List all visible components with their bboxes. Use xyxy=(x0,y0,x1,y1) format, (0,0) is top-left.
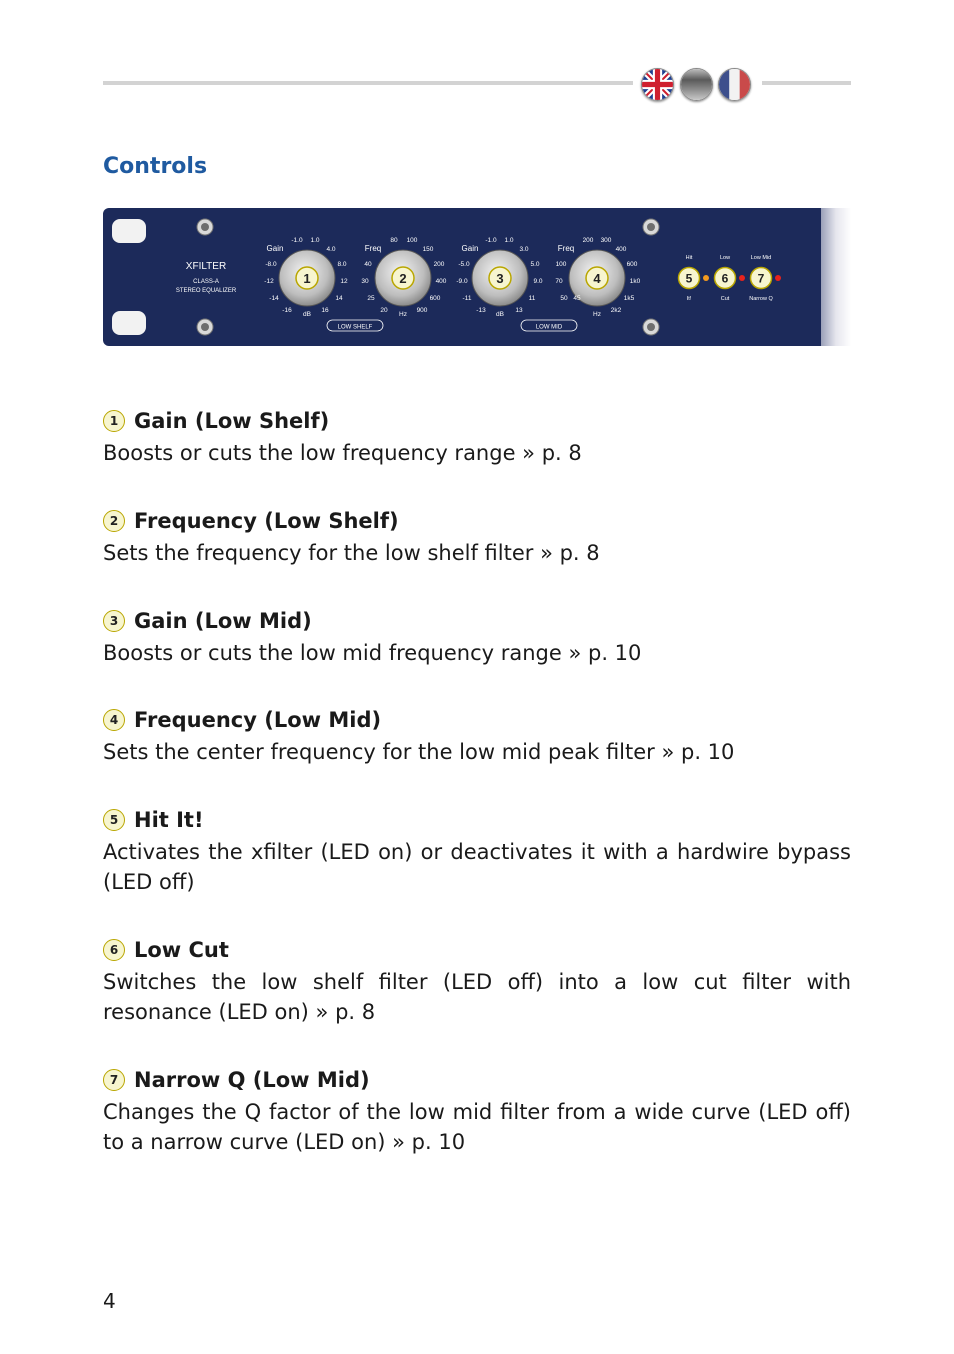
scale-label: 900 xyxy=(416,307,428,314)
scale-label: -1.0 xyxy=(485,237,497,244)
scale-label: -11 xyxy=(462,295,472,302)
item-title: Frequency (Low Mid) xyxy=(134,708,382,732)
device-brand: XFILTER xyxy=(185,261,227,272)
scale-label: 13 xyxy=(515,307,523,314)
scale-label: 1k0 xyxy=(629,278,641,285)
knob-number: 1 xyxy=(303,271,311,286)
switch-number: 7 xyxy=(757,271,765,286)
item-description: Sets the frequency for the low shelf filter » p. 8 xyxy=(103,541,600,565)
low-shelf-section-label: LOW SHELF xyxy=(337,324,373,331)
scale-label: 9.0 xyxy=(533,278,543,285)
item-number-badge: 6 xyxy=(103,939,125,961)
scale-label: 200 xyxy=(582,237,594,244)
scale-label: 3.0 xyxy=(519,246,529,253)
item-title: Narrow Q (Low Mid) xyxy=(134,1068,370,1092)
list-item xyxy=(103,406,851,468)
item-number-badge: 4 xyxy=(103,709,125,731)
knob-number: 4 xyxy=(593,271,601,286)
screw-icon xyxy=(643,319,659,335)
rack-slot-top xyxy=(112,219,146,243)
switch-bottom-label: Narrow Q xyxy=(749,296,773,302)
page-number: 4 xyxy=(103,1289,116,1313)
scale-label: 80 xyxy=(390,237,398,244)
device-subtitle-1: CLASS-A xyxy=(193,279,219,285)
scale-label: -9.0 xyxy=(456,278,468,285)
item-description: Sets the center frequency for the low mid peak filter » p. 10 xyxy=(103,740,735,764)
scale-label: -14 xyxy=(269,295,279,302)
scale-label: -8.0 xyxy=(265,261,277,268)
knob-label-freq: Freq xyxy=(364,244,382,253)
device-subtitle-2: STEREO EQUALIZER xyxy=(175,288,237,294)
scale-label: 40 xyxy=(364,261,372,268)
item-title: Gain (Low Shelf) xyxy=(134,409,330,433)
scale-label: 100 xyxy=(406,237,418,244)
hit-it-led xyxy=(703,275,709,281)
unit-label: dB xyxy=(303,311,311,318)
scale-label: 100 xyxy=(555,261,567,268)
de-flag-icon[interactable] xyxy=(680,68,713,101)
scale-label: 600 xyxy=(429,295,441,302)
scale-label: 600 xyxy=(626,261,638,268)
scale-label: 1.0 xyxy=(504,237,514,244)
scale-label: -12 xyxy=(264,278,274,285)
unit-label: Hz xyxy=(399,311,407,318)
scale-label: 4.0 xyxy=(326,246,336,253)
scale-label: -16 xyxy=(282,307,292,314)
header-rule-left xyxy=(103,81,633,85)
scale-label: 50 xyxy=(560,295,568,302)
scale-label: 8.0 xyxy=(337,261,347,268)
low-cut-led xyxy=(739,275,745,281)
page-title: Controls xyxy=(103,154,208,179)
item-number-badge: 7 xyxy=(103,1069,125,1091)
scale-label: 20 xyxy=(380,307,388,314)
scale-label: 300 xyxy=(600,237,612,244)
unit-label: dB xyxy=(496,311,504,318)
list-item xyxy=(103,705,851,767)
low-mid-section-label: LOW MID xyxy=(535,324,563,331)
panel-side-edge xyxy=(821,208,851,346)
switch-top-label: Hit xyxy=(685,255,693,261)
rack-slot-bottom xyxy=(112,311,146,335)
item-title: Gain (Low Mid) xyxy=(134,609,312,633)
knob-number: 3 xyxy=(496,271,504,286)
gain-low-shelf-knob[interactable] xyxy=(279,250,335,306)
device-front-panel xyxy=(103,208,851,346)
scale-label: 1k5 xyxy=(623,295,635,302)
scale-label: 400 xyxy=(615,246,627,253)
item-title: Low Cut xyxy=(134,938,229,962)
uk-flag-icon[interactable] xyxy=(641,68,674,101)
item-title: Frequency (Low Shelf) xyxy=(134,509,399,533)
item-description: Switches the low shelf filter (LED off) into a low cut filter with resonance (LED on) » p. 8 xyxy=(103,970,851,1024)
unit-label: Hz xyxy=(593,311,601,318)
item-number-badge: 3 xyxy=(103,610,125,632)
scale-label: 14 xyxy=(335,295,343,302)
switch-top-label: Low xyxy=(719,255,731,261)
scale-label: 150 xyxy=(422,246,434,253)
switch-number: 5 xyxy=(685,271,693,286)
fr-flag-icon[interactable] xyxy=(718,68,751,101)
scale-label: -5.0 xyxy=(458,261,470,268)
list-item xyxy=(103,606,851,668)
item-description: Boosts or cuts the low mid frequency range » p. 10 xyxy=(103,641,642,665)
item-description: Activates the xfilter (LED on) or deactivates it with a hardwire bypass (LED off) xyxy=(103,840,851,894)
list-item xyxy=(103,935,851,1027)
item-number-badge: 2 xyxy=(103,510,125,532)
scale-label: 2k2 xyxy=(610,307,622,314)
scale-label: 16 xyxy=(321,307,329,314)
scale-label: 5.0 xyxy=(530,261,540,268)
switch-bottom-label: It! xyxy=(686,296,692,302)
scale-label: 25 xyxy=(367,295,375,302)
scale-label: 30 xyxy=(361,278,369,285)
knob-label-freq: Freq xyxy=(557,244,575,253)
screw-icon xyxy=(197,319,213,335)
freq-low-shelf-knob[interactable] xyxy=(375,250,431,306)
narrow-q-led xyxy=(775,275,781,281)
knob-label-gain: Gain xyxy=(266,244,284,253)
knob-label-gain: Gain xyxy=(461,244,479,253)
low-cut-switch[interactable] xyxy=(715,268,736,289)
list-item xyxy=(103,805,851,897)
scale-label: -1.0 xyxy=(291,237,303,244)
scale-label: 70 xyxy=(555,278,563,285)
scale-label: 400 xyxy=(435,278,447,285)
screw-icon xyxy=(197,219,213,235)
item-description: Changes the Q factor of the low mid filter from a wide curve (LED off) to a narrow curve (LED on) » p. 10 xyxy=(103,1100,851,1154)
switch-top-label: Low Mid xyxy=(750,255,772,261)
screw-icon xyxy=(643,219,659,235)
gain-low-mid-knob[interactable] xyxy=(472,250,528,306)
scale-label: 45 xyxy=(573,295,581,302)
item-number-badge: 5 xyxy=(103,809,125,831)
scale-label: 12 xyxy=(340,278,348,285)
hit-it-switch[interactable] xyxy=(679,268,700,289)
scale-label: 1.0 xyxy=(310,237,320,244)
header-rule-right xyxy=(762,81,851,85)
item-description: Boosts or cuts the low frequency range » p. 8 xyxy=(103,441,582,465)
item-number-badge: 1 xyxy=(103,410,125,432)
narrow-q-switch[interactable] xyxy=(751,268,772,289)
list-item xyxy=(103,506,851,568)
switch-number: 6 xyxy=(721,271,729,286)
scale-label: 200 xyxy=(433,261,445,268)
knob-number: 2 xyxy=(399,271,407,286)
switch-bottom-label: Cut xyxy=(720,296,730,302)
list-item xyxy=(103,1065,851,1157)
scale-label: -13 xyxy=(476,307,486,314)
scale-label: 11 xyxy=(528,295,536,302)
item-title: Hit It! xyxy=(134,808,204,832)
